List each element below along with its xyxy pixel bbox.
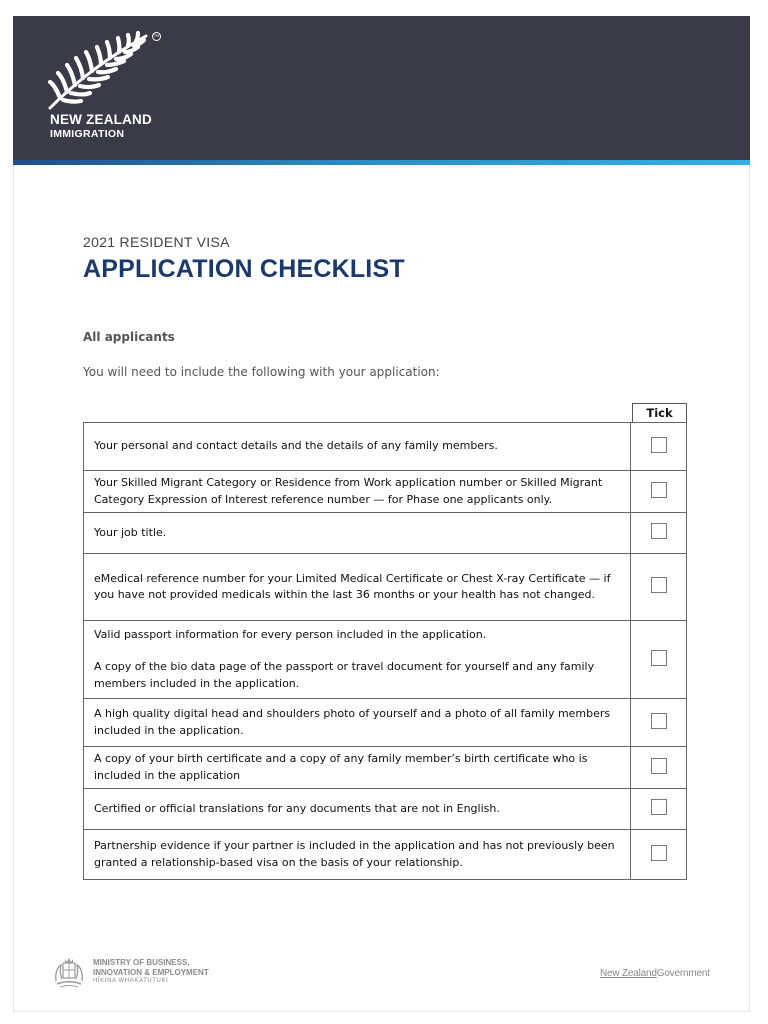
tick-checkbox[interactable] (651, 650, 667, 666)
checklist-item-text: Valid passport information for every person included in the application. (94, 627, 487, 641)
document-subtitle: 2021 RESIDENT VISA (83, 234, 230, 250)
tick-checkbox[interactable] (651, 845, 667, 861)
section-heading: All applicants (83, 330, 175, 344)
ministry-line1: MINISTRY OF BUSINESS, (93, 958, 190, 967)
checklist-item-text: Your job title. (84, 513, 631, 554)
document-title: APPLICATION CHECKLIST (83, 255, 405, 283)
checklist-row (84, 747, 687, 789)
checklist-item-text: A high quality digital head and shoulders photo of yourself and a photo of all family members included in the application. (84, 699, 631, 747)
tick-checkbox[interactable] (651, 482, 667, 498)
checklist-item-text: eMedical reference number for your Limited Medical Certificate or Chest X-ray Certificate — if you have not provided medicals within the last 36 months or your health has not changed. (84, 554, 631, 621)
checklist-item-text: Certified or official translations for any documents that are not in English. (84, 789, 631, 830)
brand-name-line2: IMMIGRATION (50, 128, 125, 140)
tick-checkbox[interactable] (651, 713, 667, 729)
checklist-item-text-secondary: A copy of the bio data page of the passport or travel document for yourself and any family members included in the application. (94, 660, 595, 690)
brand-name-line1: NEW ZEALAND (50, 112, 152, 127)
checklist-row (84, 789, 687, 830)
gov-logo-part2: Government (656, 968, 710, 979)
tick-checkbox[interactable] (651, 799, 667, 815)
ministry-line3: HĪKINA WHAKATUTUKI (93, 978, 169, 984)
checklist-row (84, 513, 687, 554)
tick-column-header: Tick (632, 403, 687, 422)
nz-immigration-logo (48, 30, 168, 145)
checklist-table (83, 422, 687, 880)
checklist-row (84, 554, 687, 621)
ministry-name (93, 958, 209, 987)
gov-logo-part1: New Zealand (600, 968, 657, 979)
trademark-symbol: TM (152, 32, 161, 41)
checklist-row (84, 471, 687, 513)
tick-checkbox[interactable] (651, 577, 667, 593)
tick-checkbox[interactable] (651, 758, 667, 774)
tick-checkbox[interactable] (651, 523, 667, 539)
checklist-item-text: A copy of your birth certificate and a copy of any family member’s birth certificate who is included in the application (84, 747, 631, 789)
ministry-line2: INNOVATION & EMPLOYMENT (93, 967, 209, 977)
checklist-row (84, 423, 687, 471)
checklist-item-text: Your Skilled Migrant Category or Residence from Work application number or Skilled Migrant Category Expression of Interest reference number — for Phase one applicants only. (84, 471, 631, 513)
header-accent-stripe (13, 160, 750, 165)
nz-government-logo (600, 968, 710, 979)
tick-checkbox[interactable] (651, 437, 667, 453)
silver-fern-icon (48, 30, 158, 110)
checklist-item-text: Partnership evidence if your partner is included in the application and has not previously been granted a relationship-based visa on the basis of your relationship. (84, 830, 631, 880)
checklist-row (84, 830, 687, 880)
checklist-row (84, 699, 687, 747)
intro-text: You will need to include the following with your application: (83, 365, 440, 379)
coat-of-arms-icon (52, 957, 86, 989)
checklist-item-text: Your personal and contact details and the details of any family members. (84, 423, 631, 471)
checklist-row (84, 621, 687, 699)
